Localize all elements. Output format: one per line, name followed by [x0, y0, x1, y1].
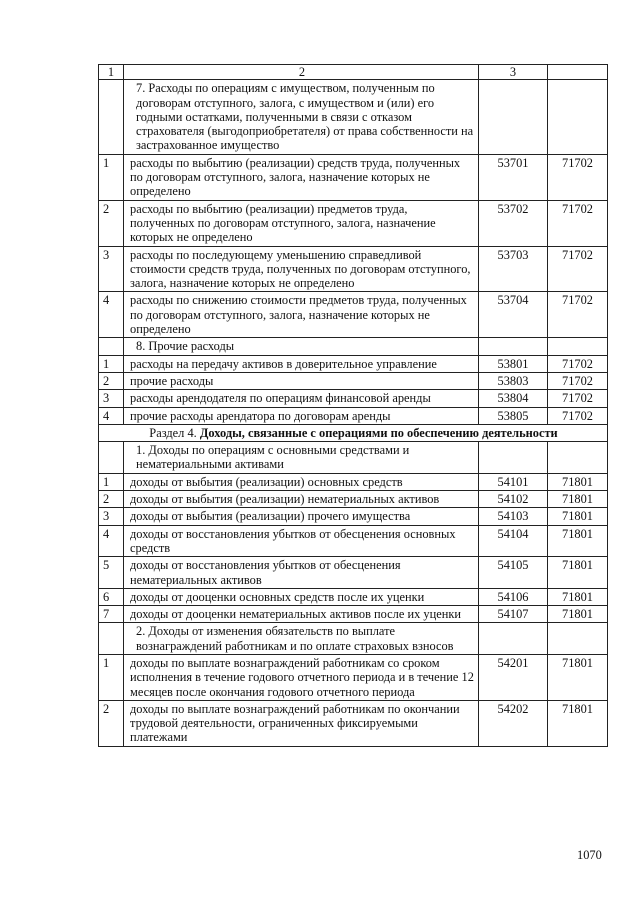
row-description: доходы от восстановления убытков от обесценения основных средств	[124, 525, 479, 557]
row-description: доходы от дооценки нематериальных активов после их уценки	[124, 606, 479, 623]
row-account-code: 53701	[479, 154, 548, 200]
row-account-code: 53804	[479, 390, 548, 407]
row-account-code: 54107	[479, 606, 548, 623]
row-symbol-code: 71702	[548, 200, 608, 246]
row-description: доходы от выбытия (реализации) прочего имущества	[124, 508, 479, 525]
row-symbol-code: 71801	[548, 700, 608, 746]
row-account-code: 54106	[479, 588, 548, 605]
row-number	[99, 80, 124, 154]
row-number: 4	[99, 525, 124, 557]
table-row	[99, 654, 608, 700]
row-symbol-code: 71702	[548, 355, 608, 372]
row-number: 1	[99, 355, 124, 372]
row-account-code: 53801	[479, 355, 548, 372]
row-symbol-code: 71702	[548, 407, 608, 424]
row-symbol-code: 71702	[548, 154, 608, 200]
row-account-code: 54201	[479, 654, 548, 700]
row-symbol-code: 71702	[548, 292, 608, 338]
row-symbol-code: 71801	[548, 491, 608, 508]
row-description: 1. Доходы по операциям с основными средствами и нематериальными активами	[124, 442, 479, 474]
row-description: доходы по выплате вознаграждений работникам со сроком исполнения в течение годового отчетного периода и в течение 12 месяцев после окончания годового отчетного периода	[124, 654, 479, 700]
table-row	[99, 588, 608, 605]
row-account-code: 54103	[479, 508, 548, 525]
row-account-code: 53805	[479, 407, 548, 424]
row-account-code: 54105	[479, 557, 548, 589]
group-heading-row	[99, 80, 608, 154]
row-symbol-code: 71801	[548, 606, 608, 623]
group-heading-row	[99, 338, 608, 355]
row-number: 2	[99, 200, 124, 246]
row-description: расходы арендодателя по операциям финансовой аренды	[124, 390, 479, 407]
row-number: 3	[99, 246, 124, 292]
row-symbol-code	[548, 623, 608, 655]
group-heading-row	[99, 623, 608, 655]
row-number: 2	[99, 700, 124, 746]
row-number: 4	[99, 292, 124, 338]
row-symbol-code: 71702	[548, 246, 608, 292]
row-description: доходы от выбытия (реализации) нематериальных активов	[124, 491, 479, 508]
table-row	[99, 355, 608, 372]
row-description: расходы по последующему уменьшению справедливой стоимости средств труда, полученных по договорам отступного, залога, назначение которых не определено	[124, 246, 479, 292]
table-row	[99, 473, 608, 490]
group-heading-row	[99, 442, 608, 474]
table-row	[99, 246, 608, 292]
row-number: 4	[99, 407, 124, 424]
row-number: 1	[99, 654, 124, 700]
row-account-code: 53703	[479, 246, 548, 292]
table-row	[99, 292, 608, 338]
row-account-code: 53702	[479, 200, 548, 246]
table-row	[99, 700, 608, 746]
row-symbol-code: 71801	[548, 557, 608, 589]
accounts-table-body	[99, 65, 608, 747]
row-account-code: 54101	[479, 473, 548, 490]
table-row	[99, 508, 608, 525]
row-number	[99, 623, 124, 655]
row-number	[99, 442, 124, 474]
row-description: расходы по выбытию (реализации) предметов труда, полученных по договорам отступного, залога, назначение которых не определено	[124, 200, 479, 246]
row-number: 6	[99, 588, 124, 605]
row-symbol-code	[548, 80, 608, 154]
row-description: прочие расходы	[124, 372, 479, 389]
row-symbol-code: 71801	[548, 525, 608, 557]
row-number: 2	[99, 372, 124, 389]
row-symbol-code: 71801	[548, 654, 608, 700]
row-symbol-code: 71801	[548, 508, 608, 525]
table-row	[99, 372, 608, 389]
row-symbol-code: 71801	[548, 473, 608, 490]
row-number: 7	[99, 606, 124, 623]
section-row	[99, 424, 608, 441]
table-row	[99, 200, 608, 246]
header-col-3: 3	[479, 65, 548, 80]
row-number	[99, 338, 124, 355]
row-symbol-code	[548, 338, 608, 355]
page-number: 1070	[577, 848, 602, 862]
table-row	[99, 390, 608, 407]
row-account-code	[479, 623, 548, 655]
row-description: доходы от дооценки основных средств после их уценки	[124, 588, 479, 605]
row-description: расходы на передачу активов в доверительное управление	[124, 355, 479, 372]
table-row	[99, 557, 608, 589]
row-symbol-code: 71702	[548, 390, 608, 407]
header-col-4	[548, 65, 608, 80]
section-prefix: Раздел 4.	[149, 425, 197, 440]
row-description: доходы от восстановления убытков от обесценения нематериальных активов	[124, 557, 479, 589]
table-header-row	[99, 65, 608, 80]
section-title	[99, 424, 608, 441]
row-number: 5	[99, 557, 124, 589]
row-description: 7. Расходы по операциям с имуществом, полученным по договорам отступного, залога, с имуществом и (или) его годными остатками, полученными в связи с отказом страхователя (выгодоприобретателя) от права собственности на застрахованное имущество	[124, 80, 479, 154]
row-account-code: 54202	[479, 700, 548, 746]
row-symbol-code: 71801	[548, 588, 608, 605]
row-account-code: 54104	[479, 525, 548, 557]
accounts-table	[98, 64, 608, 747]
row-account-code	[479, 338, 548, 355]
row-account-code: 54102	[479, 491, 548, 508]
row-number: 3	[99, 508, 124, 525]
row-number: 1	[99, 473, 124, 490]
row-number: 2	[99, 491, 124, 508]
row-description: доходы от выбытия (реализации) основных средств	[124, 473, 479, 490]
section-heading: Доходы, связанные с операциями по обеспечению деятельности	[199, 425, 558, 440]
row-description: 2. Доходы от изменения обязательств по выплате вознаграждений работникам и по оплате страховых взносов	[124, 623, 479, 655]
row-account-code	[479, 80, 548, 154]
row-symbol-code	[548, 442, 608, 474]
row-description: доходы по выплате вознаграждений работникам по окончании трудовой деятельности, ограниченных фиксируемыми платежами	[124, 700, 479, 746]
row-number: 3	[99, 390, 124, 407]
row-description: 8. Прочие расходы	[124, 338, 479, 355]
row-description: прочие расходы арендатора по договорам аренды	[124, 407, 479, 424]
table-row	[99, 525, 608, 557]
table-row	[99, 606, 608, 623]
row-account-code: 53704	[479, 292, 548, 338]
row-symbol-code: 71702	[548, 372, 608, 389]
row-account-code: 53803	[479, 372, 548, 389]
table-row	[99, 407, 608, 424]
row-description: расходы по снижению стоимости предметов труда, полученных по договорам отступного, залога, назначение которых не определено	[124, 292, 479, 338]
row-account-code	[479, 442, 548, 474]
header-col-2: 2	[124, 65, 479, 80]
table-row	[99, 491, 608, 508]
table-row	[99, 154, 608, 200]
row-description: расходы по выбытию (реализации) средств труда, полученных по договорам отступного, залога, назначение которых не определено	[124, 154, 479, 200]
row-number: 1	[99, 154, 124, 200]
header-col-1: 1	[99, 65, 124, 80]
